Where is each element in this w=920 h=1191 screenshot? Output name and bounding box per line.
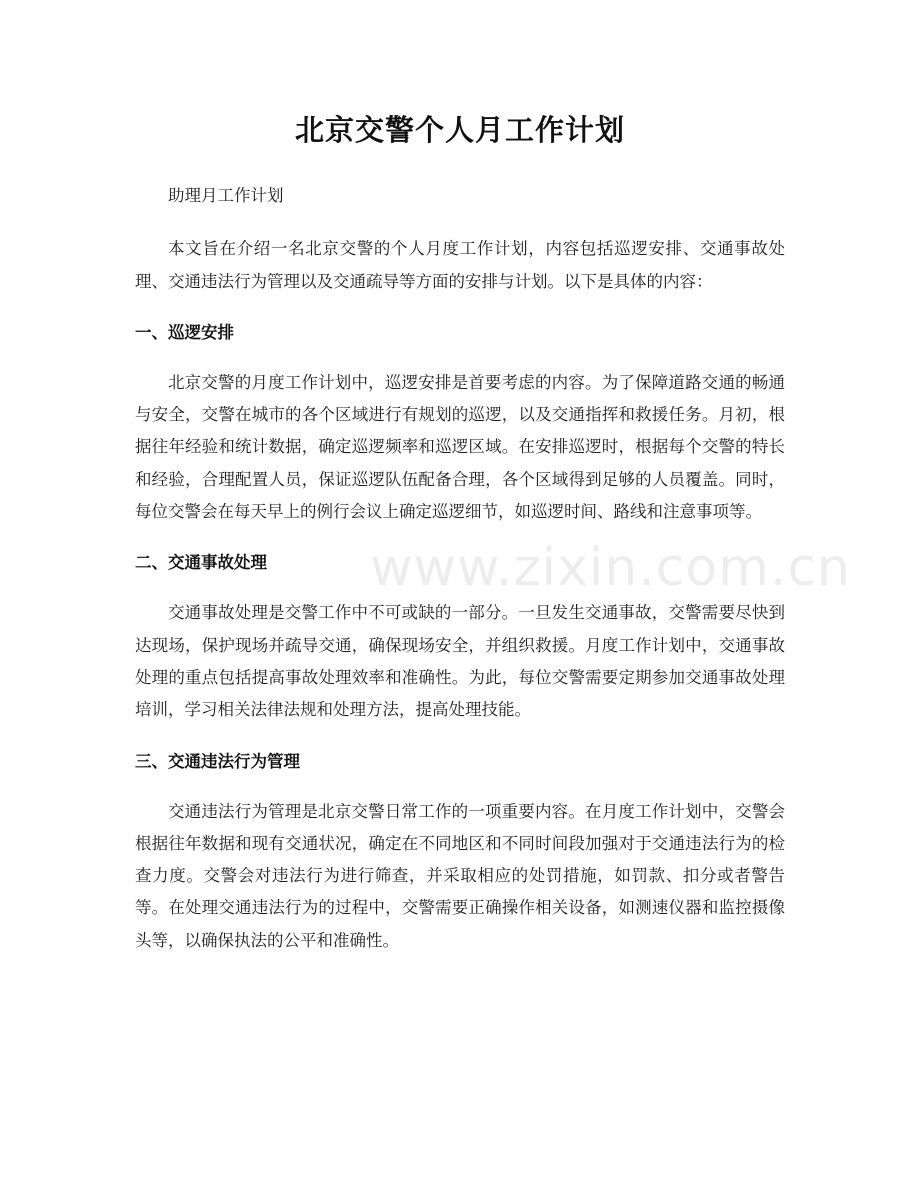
section-body-patrol: 北京交警的月度工作计划中，巡逻安排是首要考虑的内容。为了保障道路交通的畅通与安全，交警在城市的各个区域进行有规划的巡逻，以及交通指挥和救援任务。月初，根据往年经验和统计数据，确定巡逻频率和巡逻区域。在安排巡逻时，根据每个交警的特长和经验，合理配置人员，保证巡逻队伍配备合理，各个区域得到足够的人员覆盖。同时，每位交警会在每天早上的例行会议上确定巡逻细节，如巡逻时间、路线和注意事项等。 bbox=[135, 372, 785, 522]
intro-paragraph: 本文旨在介绍一名北京交警的个人月度工作计划，内容包括巡逻安排、交通事故处理、交通违法行为管理以及交通疏导等方面的安排与计划。以下是具体的内容： bbox=[135, 239, 785, 291]
section-heading-violation: 三、交通违法行为管理 bbox=[135, 751, 300, 771]
document-subtitle: 助理月工作计划 bbox=[168, 186, 284, 205]
document-title: 北京交警个人月工作计划 bbox=[294, 113, 625, 147]
section-body-violation: 交通违法行为管理是北京交警日常工作的一项重要内容。在月度工作计划中，交警会根据往年数据和现有交通状况，确定在不同地区和不同时间段加强对于交通违法行为的检查力度。交警会对违法行为进行筛查，并采取相应的处罚措施，如罚款、扣分或者警告等。在处理交通违法行为的过程中，交警需要正确操作相关设备，如测速仪器和监控摄像头等，以确保执法的公平和准确性。 bbox=[135, 801, 785, 950]
section-heading-patrol: 一、巡逻安排 bbox=[135, 322, 234, 342]
document-body bbox=[135, 180, 785, 976]
section-body-accident: 交通事故处理是交警工作中不可或缺的一部分。一旦发生交通事故，交警需要尽快到达现场，保护现场并疏导交通，确保现场安全，并组织救援。月度工作计划中，交通事故处理的重点包括提高事故处理效率和准确性。为此，每位交警需要定期参加交通事故处理培训，学习相关法律法规和处理方法，提高处理技能。 bbox=[135, 603, 785, 720]
watermark: www.zixin.com.cn bbox=[370, 538, 851, 598]
section-heading-accident: 二、交通事故处理 bbox=[135, 553, 267, 573]
